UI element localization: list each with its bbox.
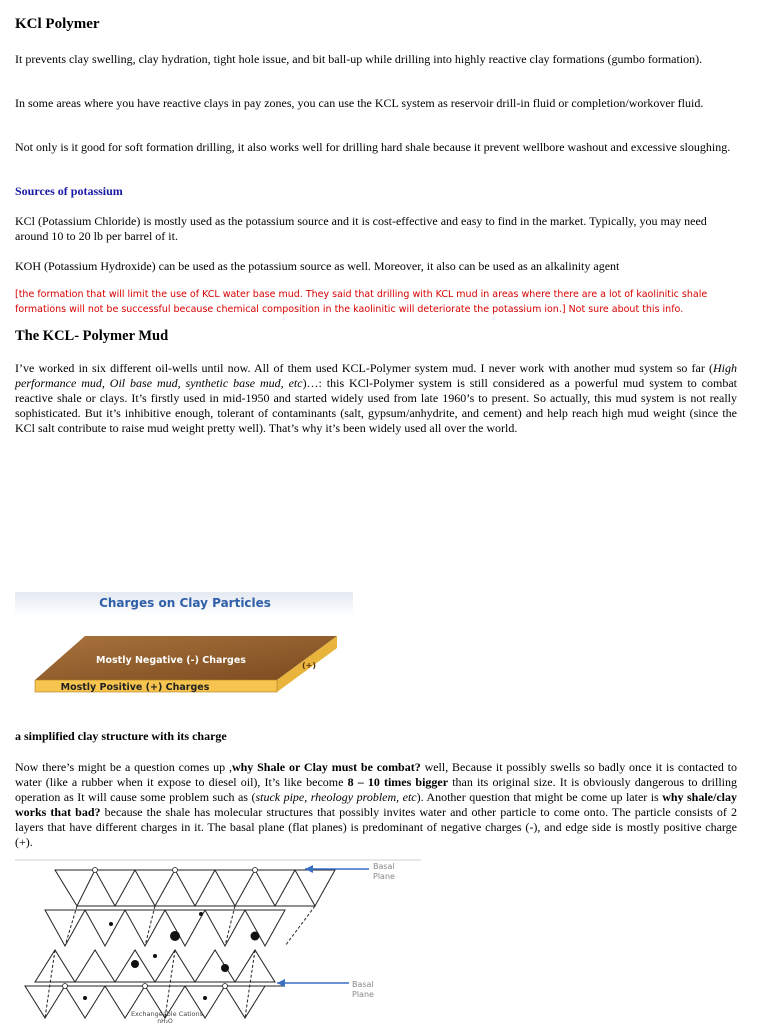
positive-charge-label: Mostly Positive (+) Charges [60, 682, 210, 693]
water-label: nH₂O [157, 1018, 173, 1024]
paragraph-shale-question [15, 760, 737, 850]
text-run-bold: why Shale or Clay must be combat? [231, 760, 421, 774]
sources-heading: Sources of potassium [15, 184, 123, 198]
basal-plane-bottom-label-1: Basal [352, 980, 374, 989]
negative-charge-label: Mostly Negative (-) Charges [96, 655, 246, 666]
section-heading-kcl-polymer: The KCL- Polymer Mud [15, 328, 169, 344]
figure-caption: a simplified clay structure with its charge [15, 729, 227, 743]
text-run: I’ve worked in six different oil-wells until now. All of them used KCL-Polymer system mud. I never work with another mud system so far ( [15, 361, 713, 375]
text-run: ). Another question that might be come up later is [416, 790, 663, 804]
paragraph-kcl-source: KCl (Potassium Chloride) is mostly used as the potassium source and it is cost-effective and easy to find in the market. Typically, you may need around 10 to 20 lb per barrel of it. [15, 214, 707, 243]
basal-plane-bottom-label-2: Plane [352, 990, 374, 999]
kaolinitic-note: [the formation that will limit the use of KCL water base mud. They said that drilling with KCL mud in areas where there are a lot of kaolinitic shale formations will not be successful because chemical composition in the kaolinitic will deteriorate the potassium ion.] Not sure about this info. [15, 289, 708, 315]
clay-charge-figure [15, 592, 355, 702]
text-run-bold: 8 – 10 times bigger [347, 775, 449, 789]
text-run-italic: High performance mud, Oil base mud, synthetic base mud, etc [15, 361, 737, 390]
basal-plane-top-label-1: Basal [373, 862, 395, 871]
basal-plane-bottom-callout [277, 979, 374, 999]
clay-structure-diagram [15, 858, 427, 1024]
paragraph-koh-source: KOH (Potassium Hydroxide) can be used as the potassium source as well. Moreover, it also can be used as an alkalinity agent [15, 259, 620, 273]
upper-lattice [45, 870, 335, 946]
text-run: )…: this KCl-Polymer system is still considered as a powerful mud system to combat reactive shale or clays. It’s firstly used in mid-1950 and started widely used from late 1960’s to present. So actually, this mud system is not really sophisticated. But it’s inhibitive enough, tolerant of contaminants (salt, gypsum/anhydrite, and cement) and help reach high mud weight (since the KCl salt contribute to raise mud weight pretty well). That’s why it’s been widely used all over the world. [15, 376, 737, 435]
basal-plane-top-callout [305, 862, 395, 881]
text-run-italic: stuck pipe, rheology problem, etc [255, 790, 417, 804]
paragraph-reactive-clays: In some areas where you have reactive clays in pay zones, you can use the KCL system as reservoir drill-in fluid or completion/workover fluid. [15, 96, 704, 110]
edge-charge-label: (+) [301, 661, 317, 670]
basal-plane-top-label-2: Plane [373, 872, 395, 881]
paragraph-soft-formation: Not only is it good for soft formation drilling, it also works well for drilling hard shale because it prevent wellbore washout and excessive sloughing. [15, 140, 731, 154]
exchangeable-cations-label: Exchangeable Cations [130, 1010, 204, 1018]
paragraph-kcl-polymer-mud [15, 361, 737, 436]
text-run: than its original size. It is obviously dangerous to drilling operation as It will cause some problem such as ( [15, 775, 737, 804]
text-run-bold: why shale/clay works that bad? [15, 790, 738, 819]
text-run: because the shale has molecular structures that possibly invites water and other particle to come onto. The particle consists of 2 layers that have different charges in it. The basal plane (flat planes) is predominant of negative charges (-), and edge side is mostly positive charge (+). [15, 805, 737, 849]
page-title: KCl Polymer [15, 16, 100, 32]
paragraph-clay-swelling: It prevents clay swelling, clay hydration, tight hole issue, and bit ball-up while drilling into highly reactive clay formations (gumbo formation). [15, 52, 703, 66]
clay-figure-title: Charges on Clay Particles [99, 596, 271, 610]
text-run: Now there’s might be a question comes up , [15, 760, 232, 774]
text-run: well, Because it possibly swells so badly once it is contacted to water (like a rubber when it expose to diesel oil), It’s like become [15, 760, 737, 789]
